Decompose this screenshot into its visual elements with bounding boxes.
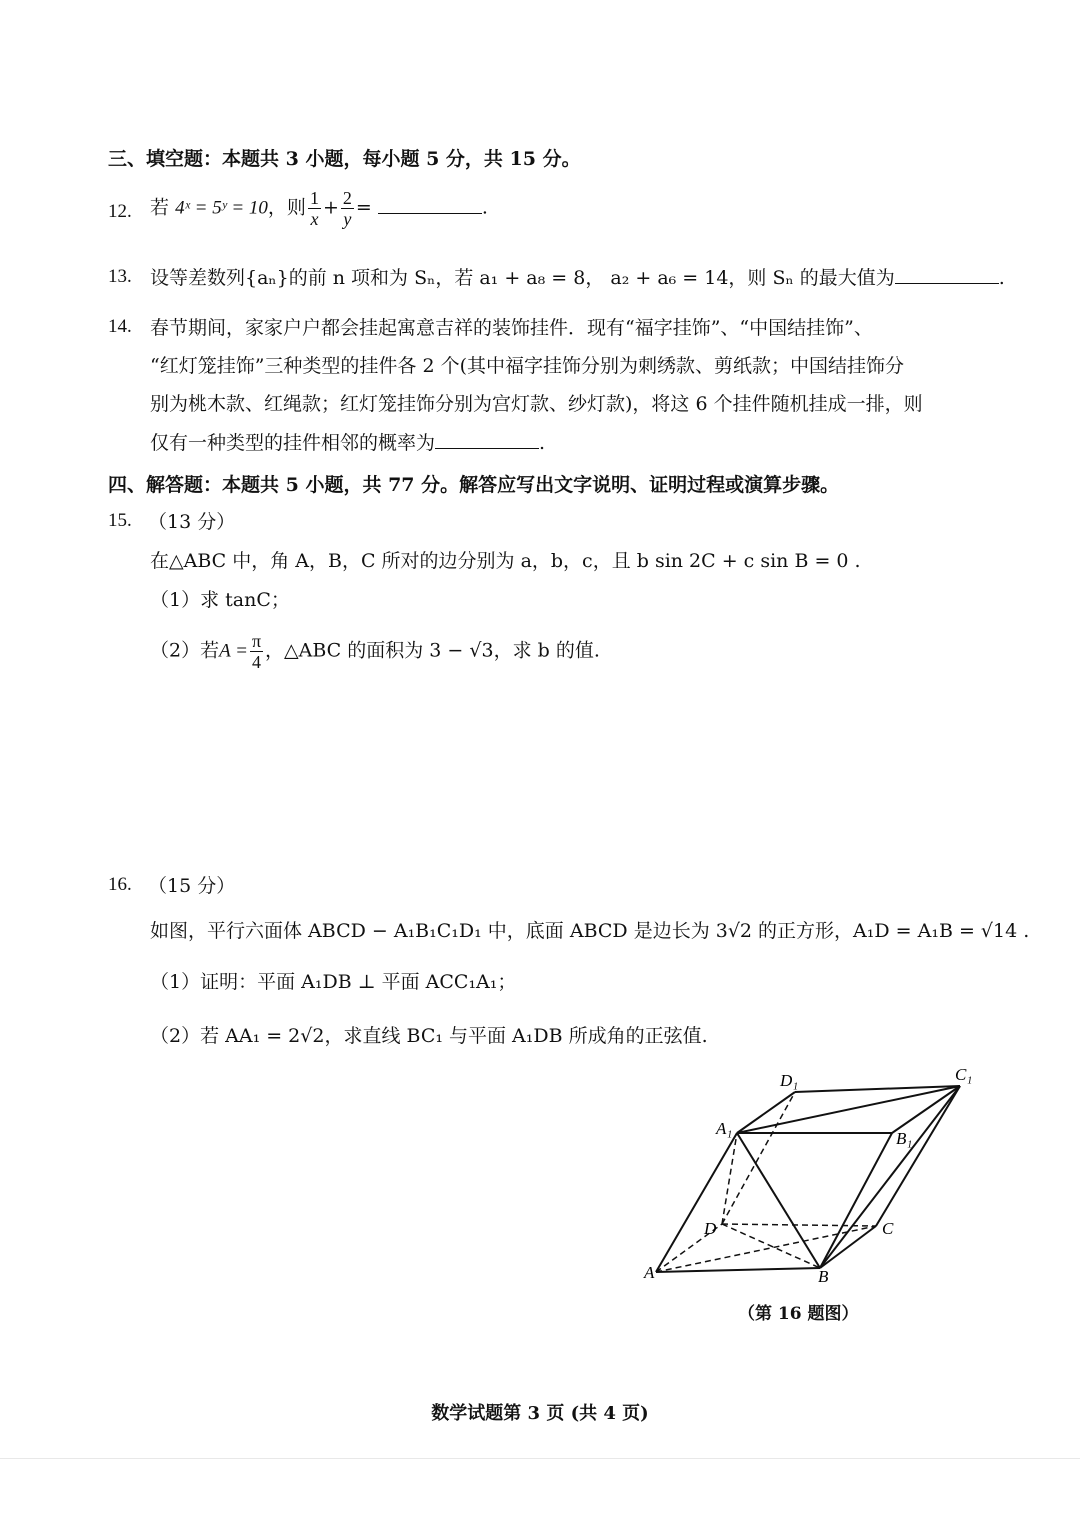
section-3-heading: 三、填空题：本题共 3 小题，每小题 5 分，共 15 分。 xyxy=(108,148,581,170)
edge-d-b xyxy=(722,1224,820,1268)
q13-answer-blank[interactable] xyxy=(895,265,999,284)
edge-a-c xyxy=(656,1226,876,1272)
q16-stem: 如图，平行六面体 ABCD − A₁B₁C₁D₁ 中，底面 ABCD 是边长为 3√2 的正方形，A₁D = A₁B = √14 . xyxy=(150,920,1030,942)
q15-part-2-lead: （2）若 xyxy=(150,639,220,662)
q16-part-2: （2）若 AA₁ = 2√2，求直线 BC₁ 与平面 A₁DB 所成角的正弦值. xyxy=(150,1025,708,1047)
q15-part-2 xyxy=(150,631,600,672)
q15-part-2-lhs: A = xyxy=(219,640,248,662)
q15-part-1: （1）求 tanC； xyxy=(150,589,290,611)
figure-caption: （第 16 题图） xyxy=(738,1304,859,1324)
label-a: A xyxy=(644,1263,655,1282)
edge-d-d1 xyxy=(722,1092,795,1224)
q15-stem: 在△ABC 中，角 A，B，C 所对的边分别为 a，b，c，且 b sin 2C + c sin B = 0 . xyxy=(150,550,861,572)
parallelepiped-figure xyxy=(630,1060,990,1300)
q12-fraction-2: $\frac{2}{y}$ xyxy=(342,188,352,229)
edge-b-c1 xyxy=(820,1086,960,1268)
q15-pi-over-4: $\frac{\pi}{4}$ xyxy=(251,631,262,672)
q13-number: 13. xyxy=(108,266,132,287)
label-b: B xyxy=(818,1267,829,1286)
section-4-heading: 四、解答题：本题共 5 小题，共 77 分。解答应写出文字说明、证明过程或演算步骤。 xyxy=(108,474,840,496)
q12-then: ，则 xyxy=(267,196,306,219)
label-b1: B₁ xyxy=(896,1129,913,1148)
edge-c-c1 xyxy=(876,1086,960,1226)
q13-text: 设等差数列{aₙ}的前 n 项和为 Sₙ，若 a₁ + a₈ = 8， a₂ + a₆ = 14，则 Sₙ 的最大值为 xyxy=(150,267,895,289)
edge-a-b xyxy=(656,1268,820,1272)
q14-line-4-text: 仅有一种类型的挂件相邻的概率为 xyxy=(150,432,436,454)
label-d: D xyxy=(704,1219,717,1238)
label-d1: D₁ xyxy=(780,1071,799,1090)
q16-number: 16. xyxy=(108,874,132,895)
q13-end: . xyxy=(998,267,1005,289)
q15-number: 15. xyxy=(108,510,132,531)
q14-line-4 xyxy=(150,429,545,457)
q14-line-3: 别为桃木款、红绳款；红灯笼挂饰分别为宫灯款、纱灯款)，将这 6 个挂件随机挂成一排，则 xyxy=(150,393,923,415)
q12-expr: 4ˣ = 5ʸ = 10 xyxy=(175,197,268,219)
q14-end: . xyxy=(539,432,546,454)
q14-number: 14. xyxy=(108,316,132,337)
q12-line: 若 4ˣ = 5ʸ = 10，则 $\frac{1}{x}$ + $\frac{2}{y}$ = . xyxy=(150,188,488,229)
q14-line-1: 春节期间，家家户户都会挂起寓意吉祥的装饰挂件．现有“福字挂饰”、“中国结挂饰”、 xyxy=(150,317,873,339)
edge-b-b1 xyxy=(820,1133,892,1268)
q12-answer-blank[interactable] xyxy=(378,195,482,214)
label-c: C xyxy=(882,1219,894,1238)
bottom-divider xyxy=(0,1458,1080,1459)
label-a1: A₁ xyxy=(716,1119,733,1138)
q16-score: （15 分） xyxy=(148,875,236,897)
q12-fraction-1: $\frac{1}{x}$ xyxy=(309,188,319,229)
q12-number: 12. xyxy=(108,201,132,222)
q15-part-2-rest: ，△ABC 的面积为 3 − √3，求 b 的值. xyxy=(265,639,600,662)
edge-b-a1 xyxy=(737,1133,820,1268)
q12-plus: + xyxy=(322,196,339,219)
label-c1: C₁ xyxy=(955,1065,973,1084)
q15-score: （13 分） xyxy=(148,511,236,533)
q12-equals: = xyxy=(355,196,372,219)
q14-line-2: “红灯笼挂饰”三种类型的挂件各 2 个(其中福字挂饰分别为刺绣款、剪纸款；中国结挂饰分 xyxy=(150,355,905,377)
q12-lead: 若 xyxy=(150,196,170,219)
q16-part-1: （1）证明：平面 A₁DB ⊥ 平面 ACC₁A₁； xyxy=(150,971,517,993)
page-footer: 数学试题第 3 页 (共 4 页) xyxy=(431,1403,649,1424)
q13-line xyxy=(150,264,1005,292)
q14-answer-blank[interactable] xyxy=(435,430,539,449)
